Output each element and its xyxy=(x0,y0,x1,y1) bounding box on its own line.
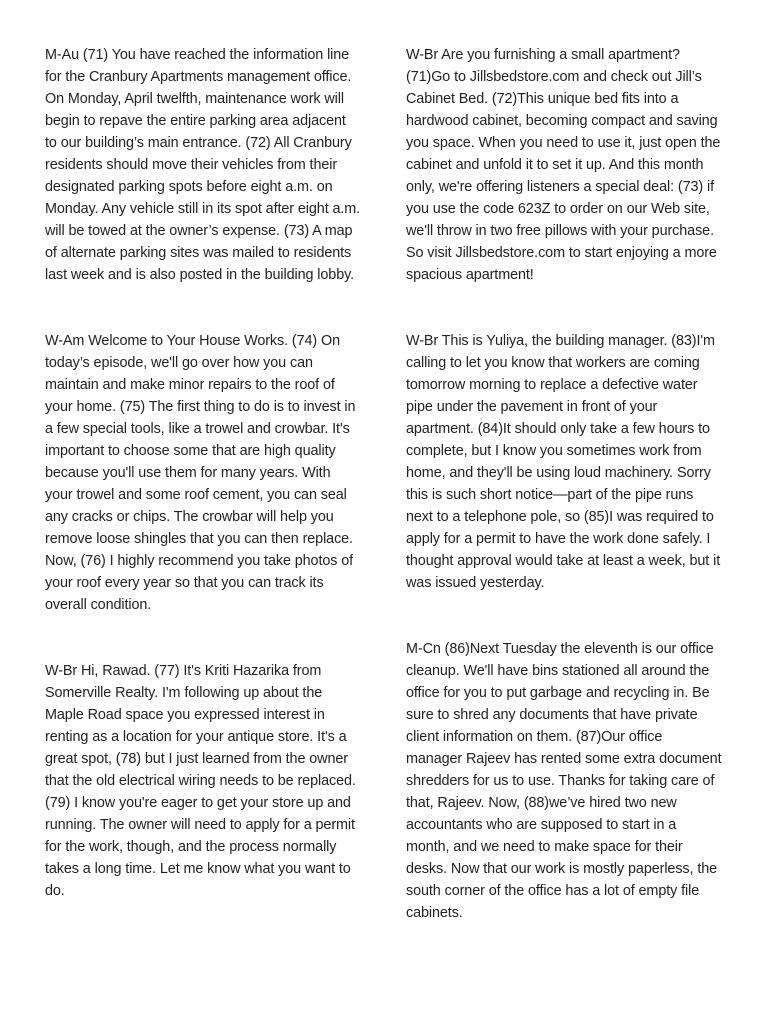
transcript-passage: W-Am Welcome to Your House Works. (74) On today’s episode, we'll go over how you can maintain and make minor repairs to the roof of your home. (75) The first thing to do is to invest in a few special tools, like a trowel and crowbar. It's important to choose some that are high quality because you'll use them for many years. With your trowel and some roof cement, you can seal any cracks or chips. The crowbar will help you remove loose shingles that you can then replace. Now, (76) I highly recommend you take photos of your roof every year so that you can track its overall condition. xyxy=(45,333,356,613)
transcript-passage: W-Br Hi, Rawad. (77) It's Kriti Hazarika from Somerville Realty. I'm following up about the Maple Road space you expressed interest in renting as a location for your antique store. It's a great spot, (78) but I just learned from the owner that the old electrical wiring needs to be replaced. (79) I know you're eager to get your store up and running. The owner will need to apply for a permit for the work, though, and the process normally takes a long time. Let me know what you want to do. xyxy=(45,663,356,899)
transcript-passage: W-Br Are you furnishing a small apartment? (71)Go to Jillsbedstore.com and check out Jill’s Cabinet Bed. (72)This unique bed fits into a hardwood cabinet, becoming compact and saving you space. When you need to use it, just open the cabinet and unfold it to set it up. And this month only, we're offering listeners a special deal: (73) if you use the code 623Z to order on our Web site, we'll throw in two free pillows with your purchase. So visit Jillsbedstore.com to start enjoying a more spacious apartment! xyxy=(406,47,721,283)
left-column xyxy=(45,44,361,902)
transcript-passage: M-Au (71) You have reached the information line for the Cranbury Apartments management office. On Monday, April twelfth, maintenance work will begin to repave the entire parking area adjacent to our building’s main entrance. (72) All Cranbury residents should move their vehicles from their designated parking spots before eight a.m. on Monday. Any vehicle still in its spot after eight a.m. will be towed at the owner’s expense. (73) A map of alternate parking sites was mailed to residents last week and is also posted in the building lobby. xyxy=(45,47,361,283)
transcript-passage: M-Cn (86)Next Tuesday the eleventh is our office cleanup. We'll have bins stationed all around the office for you to put garbage and recycling in. Be sure to shred any documents that have private client information on them. (87)Our office manager Rajeev has rented some extra document shredders for us to use. Thanks for taking care of that, Rajeev. Now, (88)we’ve hired two new accountants who are supposed to start in a month, and we need to make space for their desks. Now that our work is mostly paperless, the south corner of the office has a lot of empty file cabinets. xyxy=(406,641,722,921)
right-column xyxy=(406,44,722,924)
transcript-passage: W-Br This is Yuliya, the building manager. (83)I'm calling to let you know that workers are coming tomorrow morning to replace a defective water pipe under the pavement in front of your apartment. (84)It should only take a few hours to complete, but I know you sometimes work from home, and they'll be using loud machinery. Sorry this is such short notice—part of the pipe runs next to a telephone pole, so (85)I was required to apply for a permit to have the work done safely. I thought approval would take at least a week, but it was issued yesterday. xyxy=(406,333,721,591)
